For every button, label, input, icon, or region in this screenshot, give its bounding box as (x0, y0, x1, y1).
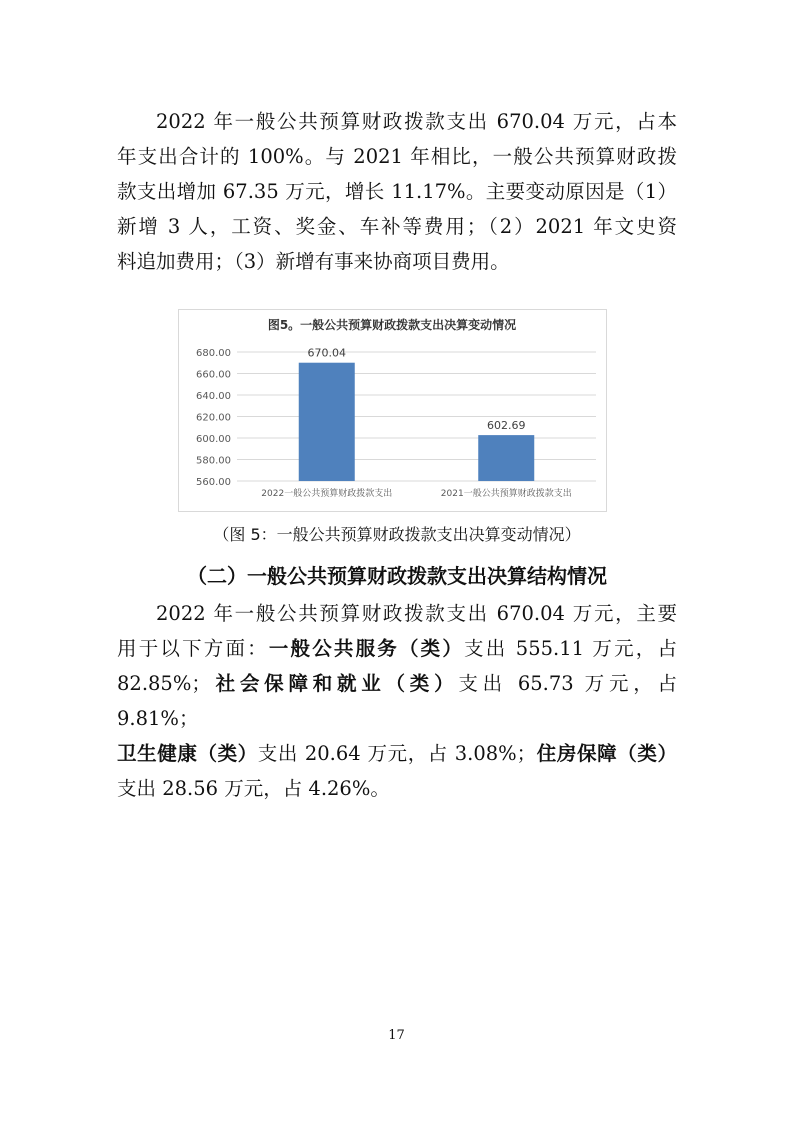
y-tick-label: 580.00 (196, 455, 231, 467)
paragraph-change-summary (117, 104, 677, 279)
paragraph-line: 年支出合计的 100%。与 2021 年相比，一般公共预算财政拨 (117, 145, 677, 168)
category-housing: 住房保障（类） (536, 742, 677, 765)
text-run: 用于以下方面： (117, 637, 269, 660)
y-tick-label: 680.00 (196, 348, 231, 359)
data-label: 670.04 (307, 346, 346, 360)
chart-title: 图5。一般公共预算财政拨款支出决算变动情况 (267, 318, 517, 332)
paragraph-line: 2022 年一般公共预算财政拨款支出 670.04 万元，占本 (156, 110, 677, 133)
text-run: 支出 555.11 万元，占 (464, 637, 677, 660)
paragraph-structure (117, 596, 677, 806)
text-run: 支出 65.73 万元，占 9.81%； (117, 672, 677, 730)
paragraph-line: 新增 3 人，工资、奖金、车补等费用；（2）2021 年文史资 (117, 215, 677, 238)
paragraph-line: 款支出增加 67.35 万元，增长 11.17%。主要变动原因是（1） (117, 180, 677, 203)
bar (299, 363, 355, 481)
bar (478, 435, 534, 481)
y-tick-label: 660.00 (196, 369, 231, 381)
figure-caption: （图 5：一般公共预算财政拨款支出决算变动情况） (213, 525, 581, 544)
page-number: 17 (388, 1028, 405, 1043)
paragraph-line: 料追加费用；（3）新增有事来协商项目费用。 (117, 250, 510, 273)
paragraph-line: 支出 28.56 万元，占 4.26%。 (117, 777, 390, 800)
section-heading: （二）一般公共预算财政拨款支出决算结构情况 (187, 564, 607, 588)
paragraph-line (117, 736, 677, 771)
paragraph-line (117, 631, 677, 666)
text-run: 82.85%； (117, 672, 211, 695)
data-label: 602.69 (487, 419, 526, 433)
y-tick-label: 600.00 (196, 434, 231, 445)
y-tick-label: 560.00 (196, 477, 231, 488)
y-tick-label: 640.00 (196, 391, 231, 402)
bar-chart (178, 309, 607, 512)
paragraph-line (117, 666, 677, 736)
x-category-label: 2021一般公共预算财政拨款支出 (440, 489, 572, 499)
category-health: 卫生健康（类） (117, 742, 258, 765)
category-general-public-services: 一般公共服务（类） (268, 637, 465, 660)
y-tick-label: 620.00 (196, 412, 231, 424)
paragraph-line: 2022 年一般公共预算财政拨款支出 670.04 万元，主要 (156, 602, 677, 625)
chart-canvas (179, 310, 606, 511)
text-run: 支出 20.64 万元，占 3.08%； (257, 742, 537, 765)
x-category-label: 2022一般公共预算财政拨款支出 (261, 489, 393, 499)
category-social-security: 社会保障和就业（类） (210, 672, 459, 695)
